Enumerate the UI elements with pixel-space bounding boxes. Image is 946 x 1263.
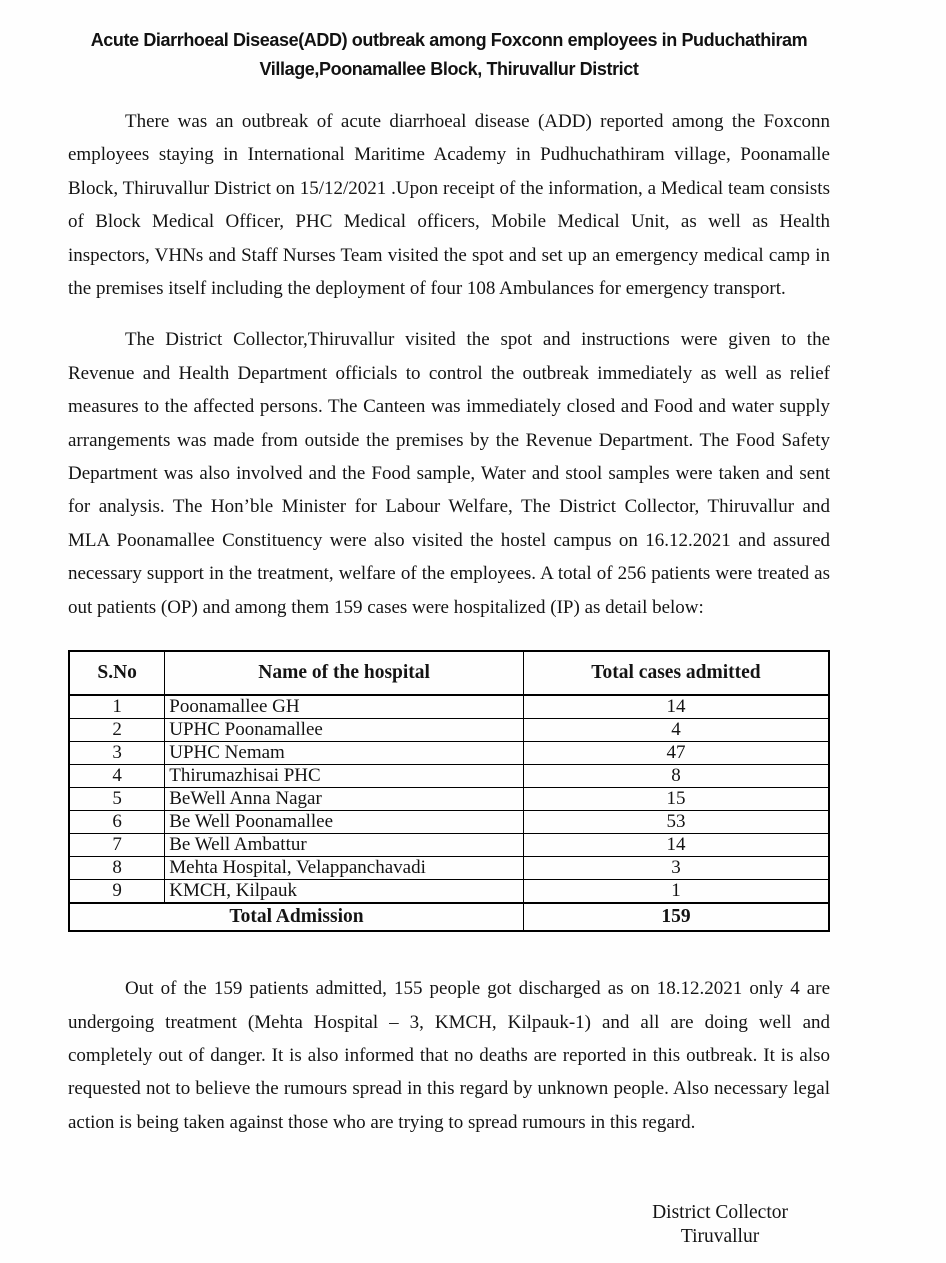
header-sno: S.No (69, 651, 165, 695)
paragraph-response-measures: The District Collector,Thiruvallur visited the spot and instructions were given to the Revenue and Health Department officials to control the outbreak immediately as well as relief measures to the affected persons. The Canteen was immediately closed and Food and water supply arrangements was made from outside the premises by the Revenue Department. The Food Safety Department was also involved and the Food sample, Water and stool samples were taken and sent for analysis. The Hon’ble Minister for Labour Welfare, The District Collector, Thiruvallur and MLA Poonamallee Constituency were also visited the hostel campus on 16.12.2021 and assured necessary support in the treatment, welfare of the employees. A total of 256 patients were treated as out patients (OP) and among them 159 cases were hospitalized (IP) as detail below: (68, 329, 830, 618)
table-row (69, 811, 829, 834)
table-row (69, 857, 829, 880)
paragraph-outbreak-report: There was an outbreak of acute diarrhoeal disease (ADD) reported among the Foxconn employees staying in International Maritime Academy in Pudhuchathiram village, Poonamalle Block, Thiruvallur District on 15/12/2021 .Upon receipt of the information, a Medical team consists of Block Medical Officer, PHC Medical officers, Mobile Medical Unit, as well as Health inspectors, VHNs and Staff Nurses Team visited the spot and set up an emergency medical camp in the premises itself including the deployment of four 108 Ambulances for emergency transport. (68, 111, 830, 300)
table-total-row (69, 903, 829, 931)
table-row (69, 788, 829, 811)
row-sno: 3 (69, 742, 165, 765)
row-name: Be Well Poonamallee (165, 811, 524, 834)
row-name: Mehta Hospital, Velappanchavadi (165, 857, 524, 880)
signature-place: Tiruvallur (680, 1226, 760, 1248)
table-row (69, 742, 829, 765)
document-title: Acute Diarrhoeal Disease(ADD) outbreak among Foxconn employees in Puduchathiram Village,Poonamallee Block, Thiruvallur District (90, 30, 808, 79)
row-sno: 2 (69, 719, 165, 742)
row-cases: 4 (523, 719, 829, 742)
row-sno: 9 (69, 880, 165, 904)
total-admission-value: 159 (523, 903, 829, 931)
signature-block (68, 1201, 830, 1249)
row-name: Be Well Ambattur (165, 834, 524, 857)
row-sno: 6 (69, 811, 165, 834)
row-sno: 1 (69, 695, 165, 719)
table-row (69, 719, 829, 742)
table-header-row (69, 651, 829, 695)
row-cases: 47 (523, 742, 829, 765)
row-name: Poonamallee GH (165, 695, 524, 719)
row-cases: 1 (523, 880, 829, 904)
row-cases: 53 (523, 811, 829, 834)
row-name: KMCH, Kilpauk (165, 880, 524, 904)
total-admission-label: Total Admission (69, 903, 523, 931)
header-total-cases: Total cases admitted (523, 651, 829, 695)
row-name: BeWell Anna Nagar (165, 788, 524, 811)
row-sno: 4 (69, 765, 165, 788)
table-row (69, 880, 829, 904)
row-cases: 14 (523, 834, 829, 857)
row-name: Thirumazhisai PHC (165, 765, 524, 788)
row-cases: 8 (523, 765, 829, 788)
signature-text (652, 1201, 788, 1249)
row-cases: 15 (523, 788, 829, 811)
row-name: UPHC Poonamallee (165, 719, 524, 742)
row-cases: 3 (523, 857, 829, 880)
row-cases: 14 (523, 695, 829, 719)
row-name: UPHC Nemam (165, 742, 524, 765)
row-sno: 5 (69, 788, 165, 811)
document-content (68, 26, 830, 1249)
table-row (69, 765, 829, 788)
row-sno: 7 (69, 834, 165, 857)
table-row (69, 695, 829, 719)
header-hospital-name: Name of the hospital (165, 651, 524, 695)
row-sno: 8 (69, 857, 165, 880)
signature-title: District Collector (652, 1202, 788, 1224)
hospital-admissions-table (68, 650, 830, 932)
table-row (69, 834, 829, 857)
paragraph-discharge-status: Out of the 159 patients admitted, 155 people got discharged as on 18.12.2021 only 4 are undergoing treatment (Mehta Hospital – 3, KMCH, Kilpauk-1) and all are doing well and completely out of danger. It is also informed that no deaths are reported in this outbreak. It is also requested not to believe the rumours spread in this regard by unknown people. Also necessary legal action is being taken against those who are trying to spread rumours in this regard. (68, 978, 830, 1133)
